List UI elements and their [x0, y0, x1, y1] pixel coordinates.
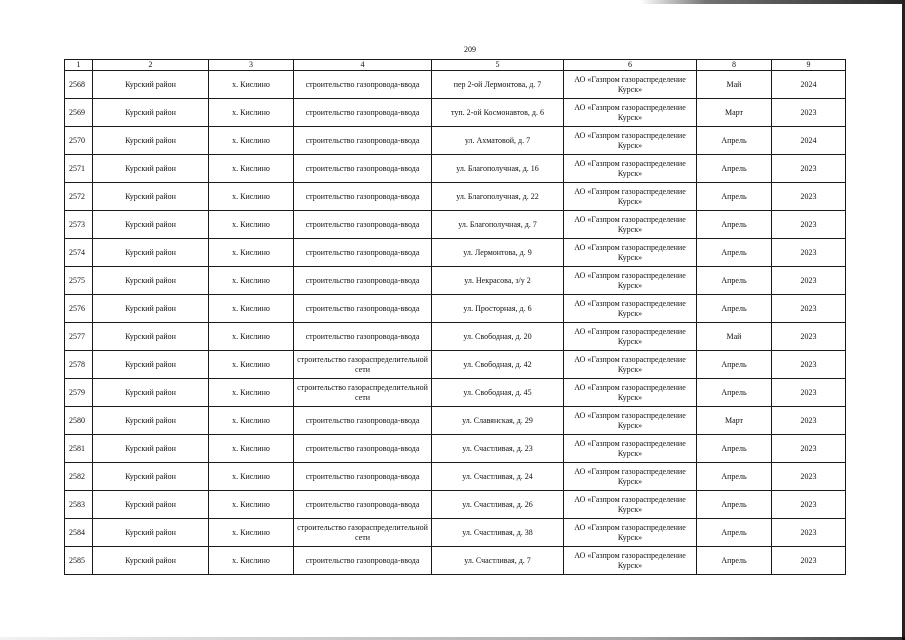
- address-cell: ул. Счастливая, д. 24: [432, 463, 564, 491]
- district-cell: Курский район: [93, 211, 209, 239]
- row-number: 2574: [65, 239, 93, 267]
- month-cell: Апрель: [697, 295, 772, 323]
- work-type-cell: строительство газопровода-ввода: [294, 435, 432, 463]
- district-cell: Курский район: [93, 155, 209, 183]
- table-row: [65, 491, 846, 519]
- address-cell: ул. Просторная, д. 6: [432, 295, 564, 323]
- address-cell: ул. Ахматовой, д. 7: [432, 127, 564, 155]
- month-cell: Апрель: [697, 211, 772, 239]
- work-type-cell: строительство газораспределительной сети: [294, 351, 432, 379]
- table-body: [65, 71, 846, 575]
- table-row: [65, 71, 846, 99]
- year-cell: 2023: [772, 99, 846, 127]
- work-type-cell: строительство газопровода-ввода: [294, 267, 432, 295]
- settlement-cell: х. Кислино: [209, 155, 294, 183]
- year-cell: 2023: [772, 435, 846, 463]
- column-header: 5: [432, 60, 564, 71]
- work-type-cell: строительство газораспределительной сети: [294, 519, 432, 547]
- month-cell: Май: [697, 71, 772, 99]
- district-cell: Курский район: [93, 407, 209, 435]
- month-cell: Апрель: [697, 491, 772, 519]
- column-header: 8: [697, 60, 772, 71]
- organization-cell: АО «Газпром газораспределение Курск»: [564, 407, 697, 435]
- settlement-cell: х. Кислино: [209, 351, 294, 379]
- table-row: [65, 351, 846, 379]
- year-cell: 2023: [772, 547, 846, 575]
- year-cell: 2023: [772, 183, 846, 211]
- row-number: 2578: [65, 351, 93, 379]
- organization-cell: АО «Газпром газораспределение Курск»: [564, 491, 697, 519]
- settlement-cell: х. Кислино: [209, 99, 294, 127]
- row-number: 2579: [65, 379, 93, 407]
- work-type-cell: строительство газопровода-ввода: [294, 463, 432, 491]
- organization-cell: АО «Газпром газораспределение Курск»: [564, 463, 697, 491]
- district-cell: Курский район: [93, 491, 209, 519]
- settlement-cell: х. Кислино: [209, 267, 294, 295]
- data-table: [64, 59, 846, 575]
- district-cell: Курский район: [93, 351, 209, 379]
- table-row: [65, 99, 846, 127]
- settlement-cell: х. Кислино: [209, 463, 294, 491]
- work-type-cell: строительство газопровода-ввода: [294, 295, 432, 323]
- table-row: [65, 379, 846, 407]
- address-cell: ул. Свободная, д. 42: [432, 351, 564, 379]
- table-row: [65, 211, 846, 239]
- table-row: [65, 127, 846, 155]
- month-cell: Март: [697, 407, 772, 435]
- organization-cell: АО «Газпром газораспределение Курск»: [564, 127, 697, 155]
- organization-cell: АО «Газпром газораспределение Курск»: [564, 99, 697, 127]
- settlement-cell: х. Кислино: [209, 547, 294, 575]
- year-cell: 2023: [772, 267, 846, 295]
- district-cell: Курский район: [93, 463, 209, 491]
- month-cell: Апрель: [697, 547, 772, 575]
- table-row: [65, 547, 846, 575]
- address-cell: ул. Свободная, д. 20: [432, 323, 564, 351]
- row-number: 2571: [65, 155, 93, 183]
- district-cell: Курский район: [93, 183, 209, 211]
- work-type-cell: строительство газопровода-ввода: [294, 407, 432, 435]
- year-cell: 2023: [772, 491, 846, 519]
- table-row: [65, 435, 846, 463]
- row-number: 2568: [65, 71, 93, 99]
- work-type-cell: строительство газопровода-ввода: [294, 491, 432, 519]
- work-type-cell: строительство газопровода-ввода: [294, 211, 432, 239]
- work-type-cell: строительство газопровода-ввода: [294, 155, 432, 183]
- row-number: 2580: [65, 407, 93, 435]
- settlement-cell: х. Кислино: [209, 183, 294, 211]
- year-cell: 2023: [772, 239, 846, 267]
- page-number: 209: [464, 45, 476, 54]
- row-number: 2575: [65, 267, 93, 295]
- organization-cell: АО «Газпром газораспределение Курск»: [564, 323, 697, 351]
- organization-cell: АО «Газпром газораспределение Курск»: [564, 379, 697, 407]
- row-number: 2576: [65, 295, 93, 323]
- district-cell: Курский район: [93, 99, 209, 127]
- settlement-cell: х. Кислино: [209, 71, 294, 99]
- month-cell: Апрель: [697, 183, 772, 211]
- address-cell: ул. Некрасова, з/у 2: [432, 267, 564, 295]
- organization-cell: АО «Газпром газораспределение Курск»: [564, 183, 697, 211]
- table-row: [65, 519, 846, 547]
- organization-cell: АО «Газпром газораспределение Курск»: [564, 547, 697, 575]
- district-cell: Курский район: [93, 323, 209, 351]
- address-cell: пер 2-ой Лермонтова, д. 7: [432, 71, 564, 99]
- year-cell: 2023: [772, 463, 846, 491]
- month-cell: Апрель: [697, 127, 772, 155]
- district-cell: Курский район: [93, 379, 209, 407]
- year-cell: 2023: [772, 379, 846, 407]
- column-header: 1: [65, 60, 93, 71]
- scan-edge-top: [640, 0, 905, 4]
- address-cell: ул. Счастливая, д. 26: [432, 491, 564, 519]
- month-cell: Март: [697, 99, 772, 127]
- month-cell: Апрель: [697, 351, 772, 379]
- month-cell: Апрель: [697, 463, 772, 491]
- settlement-cell: х. Кислино: [209, 519, 294, 547]
- row-number: 2583: [65, 491, 93, 519]
- year-cell: 2024: [772, 127, 846, 155]
- year-cell: 2023: [772, 323, 846, 351]
- work-type-cell: строительство газопровода-ввода: [294, 239, 432, 267]
- district-cell: Курский район: [93, 267, 209, 295]
- organization-cell: АО «Газпром газораспределение Курск»: [564, 435, 697, 463]
- month-cell: Апрель: [697, 239, 772, 267]
- table-row: [65, 407, 846, 435]
- organization-cell: АО «Газпром газораспределение Курск»: [564, 155, 697, 183]
- address-cell: ул. Счастливая, д. 23: [432, 435, 564, 463]
- month-cell: Май: [697, 323, 772, 351]
- settlement-cell: х. Кислино: [209, 323, 294, 351]
- organization-cell: АО «Газпром газораспределение Курск»: [564, 351, 697, 379]
- organization-cell: АО «Газпром газораспределение Курск»: [564, 211, 697, 239]
- table-row: [65, 183, 846, 211]
- table-row: [65, 267, 846, 295]
- year-cell: 2023: [772, 519, 846, 547]
- work-type-cell: строительство газопровода-ввода: [294, 99, 432, 127]
- address-cell: ул. Свободная, д. 45: [432, 379, 564, 407]
- settlement-cell: х. Кислино: [209, 435, 294, 463]
- row-number: 2572: [65, 183, 93, 211]
- table-row: [65, 323, 846, 351]
- work-type-cell: строительство газопровода-ввода: [294, 183, 432, 211]
- work-type-cell: строительство газопровода-ввода: [294, 127, 432, 155]
- table-row: [65, 463, 846, 491]
- table-row: [65, 239, 846, 267]
- address-cell: ул. Счастливая, д. 7: [432, 547, 564, 575]
- settlement-cell: х. Кислино: [209, 211, 294, 239]
- work-type-cell: строительство газопровода-ввода: [294, 323, 432, 351]
- column-header: 4: [294, 60, 432, 71]
- month-cell: Апрель: [697, 435, 772, 463]
- organization-cell: АО «Газпром газораспределение Курск»: [564, 71, 697, 99]
- address-cell: ул. Благополучная, д. 16: [432, 155, 564, 183]
- year-cell: 2023: [772, 407, 846, 435]
- row-number: 2582: [65, 463, 93, 491]
- district-cell: Курский район: [93, 295, 209, 323]
- address-cell: ул. Благополучная, д. 7: [432, 211, 564, 239]
- table-row: [65, 295, 846, 323]
- district-cell: Курский район: [93, 435, 209, 463]
- year-cell: 2024: [772, 71, 846, 99]
- district-cell: Курский район: [93, 127, 209, 155]
- settlement-cell: х. Кислино: [209, 239, 294, 267]
- address-cell: туп. 2-ой Космонавтов, д. 6: [432, 99, 564, 127]
- work-type-cell: строительство газопровода-ввода: [294, 547, 432, 575]
- row-number: 2577: [65, 323, 93, 351]
- organization-cell: АО «Газпром газораспределение Курск»: [564, 267, 697, 295]
- settlement-cell: х. Кислино: [209, 491, 294, 519]
- table-header-row: [65, 60, 846, 71]
- organization-cell: АО «Газпром газораспределение Курск»: [564, 295, 697, 323]
- district-cell: Курский район: [93, 71, 209, 99]
- table-row: [65, 155, 846, 183]
- year-cell: 2023: [772, 351, 846, 379]
- month-cell: Апрель: [697, 155, 772, 183]
- address-cell: ул. Благополучная, д. 22: [432, 183, 564, 211]
- month-cell: Апрель: [697, 267, 772, 295]
- address-cell: ул. Лермонтова, д. 9: [432, 239, 564, 267]
- organization-cell: АО «Газпром газораспределение Курск»: [564, 519, 697, 547]
- work-type-cell: строительство газопровода-ввода: [294, 71, 432, 99]
- column-header: 3: [209, 60, 294, 71]
- settlement-cell: х. Кислино: [209, 127, 294, 155]
- column-header: 2: [93, 60, 209, 71]
- organization-cell: АО «Газпром газораспределение Курск»: [564, 239, 697, 267]
- row-number: 2581: [65, 435, 93, 463]
- column-header: 6: [564, 60, 697, 71]
- district-cell: Курский район: [93, 239, 209, 267]
- district-cell: Курский район: [93, 519, 209, 547]
- district-cell: Курский район: [93, 547, 209, 575]
- address-cell: ул. Славянская, д. 29: [432, 407, 564, 435]
- month-cell: Апрель: [697, 519, 772, 547]
- year-cell: 2023: [772, 211, 846, 239]
- row-number: 2584: [65, 519, 93, 547]
- address-cell: ул. Счастливая, д. 38: [432, 519, 564, 547]
- row-number: 2570: [65, 127, 93, 155]
- settlement-cell: х. Кислино: [209, 295, 294, 323]
- year-cell: 2023: [772, 155, 846, 183]
- settlement-cell: х. Кислино: [209, 407, 294, 435]
- month-cell: Апрель: [697, 379, 772, 407]
- row-number: 2573: [65, 211, 93, 239]
- work-type-cell: строительство газораспределительной сети: [294, 379, 432, 407]
- settlement-cell: х. Кислино: [209, 379, 294, 407]
- row-number: 2585: [65, 547, 93, 575]
- row-number: 2569: [65, 99, 93, 127]
- year-cell: 2023: [772, 295, 846, 323]
- column-header: 9: [772, 60, 846, 71]
